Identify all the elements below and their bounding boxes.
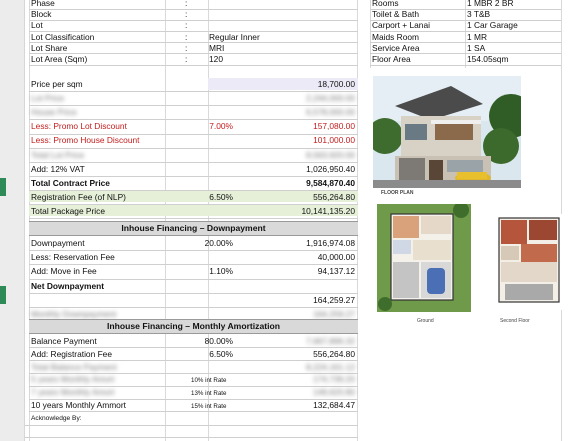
spec-value: 3 T&B	[467, 9, 491, 20]
downpayment-value: 1,916,974.08	[306, 238, 355, 248]
grid-line	[29, 65, 358, 66]
grid-line	[29, 190, 358, 191]
spec-label: Floor Area	[372, 54, 411, 64]
amortization-label: 7 years Monthly Amort	[31, 387, 115, 398]
second-floor-plan-image	[495, 214, 563, 310]
info-label: Lot	[31, 20, 43, 31]
acknowledge-label: Acknowledge By:	[31, 415, 82, 422]
grid-line	[29, 20, 358, 21]
amortization-label: Total Balance Payment	[31, 361, 117, 372]
downpayment-percent: 1.10%	[209, 266, 233, 277]
info-colon: :	[185, 0, 188, 8]
amortization-label: Add: Registration Fee	[31, 348, 113, 359]
grid-line	[29, 162, 358, 163]
pricing-value: 101,000.00	[313, 135, 355, 146]
info-value: Regular Inner	[209, 31, 260, 42]
amortization-percent: 6.50%	[209, 348, 233, 359]
pricing-percent: 7.00%	[209, 121, 233, 132]
spec-label: Maids Room	[372, 31, 420, 42]
downpayment-header: Inhouse Financing – Downpayment	[29, 221, 358, 236]
grid-line	[29, 176, 358, 177]
pricing-label: Add: 12% VAT	[31, 163, 85, 174]
info-colon: :	[185, 31, 188, 42]
info-label: Lot Area (Sqm)	[31, 54, 88, 64]
amortization-label: 10 years Monthly Ammort	[31, 400, 126, 410]
floor-plan-label: FLOOR PLAN	[381, 190, 414, 196]
amortization-value: 8,224,161.12	[306, 361, 355, 372]
grid-line	[370, 65, 561, 66]
pricing-value: 1,026,950.40	[306, 163, 355, 174]
amortization-label: Balance Payment	[31, 336, 97, 346]
spec-value: 1 MR	[467, 31, 488, 42]
downpayment-label: Monthly Downpayment	[31, 309, 117, 319]
info-value: 120	[209, 54, 223, 64]
grid-line	[29, 148, 358, 149]
amortization-value: 132,684.47	[313, 400, 355, 410]
downpayment-percent: 20.00%	[204, 238, 233, 248]
spec-value: 1 MBR 2 BR	[467, 0, 514, 8]
spec-value: 1 Car Garage	[467, 20, 518, 31]
pricing-value: 2,244,000.00	[306, 93, 355, 104]
amortization-percent: 80.00%	[204, 336, 233, 346]
house-rendering-image	[373, 76, 521, 188]
pricing-value: 10,141,135.20	[301, 205, 355, 216]
grid-line	[29, 293, 358, 294]
grid-line	[29, 134, 358, 135]
pricing-percent: 6.50%	[209, 191, 233, 202]
downpayment-value: 164,259.27	[313, 294, 355, 305]
amortization-header: Inhouse Financing – Monthly Amortization	[29, 319, 358, 334]
info-label: Lot Classification	[31, 31, 95, 42]
pricing-label: House Price	[31, 107, 77, 118]
amortization-label: 5 years Monthly Amort	[31, 374, 115, 385]
grid-line	[29, 42, 358, 43]
grid-line	[29, 264, 358, 265]
amortization-percent: 15% int Rate	[191, 403, 227, 410]
pricing-value: 8,563,920.00	[306, 149, 355, 160]
pricing-label: Registration Fee (of NLP)	[31, 191, 126, 202]
spec-value: 1 SA	[467, 42, 486, 53]
spec-label: Toilet & Bath	[372, 9, 420, 20]
downpayment-value: 94,137.12	[317, 266, 355, 277]
amortization-value: 556,264.80	[313, 348, 355, 359]
pricing-value: 6,578,000.00	[306, 107, 355, 118]
downpayment-label: Downpayment	[31, 238, 85, 248]
ground-floor-plan-image	[377, 204, 471, 312]
grid-line	[29, 105, 358, 106]
pricing-value: 18,700.00	[317, 79, 355, 89]
grid-line	[29, 119, 358, 120]
info-label: Phase	[31, 0, 55, 8]
pricing-label: Lot Price	[31, 93, 65, 104]
info-label: Lot Share	[31, 42, 68, 53]
downpayment-value: 40,000.00	[317, 252, 355, 263]
downpayment-label: Less: Reservation Fee	[31, 252, 115, 263]
spec-label: Carport + Lanai	[372, 20, 430, 31]
pricing-label: Less: Promo House Discount	[31, 135, 140, 146]
spreadsheet-sheet	[24, 0, 576, 441]
grid-line	[29, 9, 358, 10]
info-colon: :	[185, 54, 188, 64]
row-header-strip	[0, 0, 24, 441]
info-colon: :	[185, 9, 188, 20]
info-value: MRI	[209, 42, 225, 53]
row-marker	[0, 178, 6, 196]
amortization-value: 149,620.80	[313, 387, 355, 398]
info-label: Block	[31, 9, 52, 20]
pricing-label: Total Contract Price	[31, 177, 110, 188]
pricing-value: 157,080.00	[313, 121, 355, 132]
spec-value: 154.05sqm	[467, 54, 509, 64]
downpayment-value: 164,259.27	[313, 309, 355, 319]
pricing-value: 9,584,870.40	[306, 177, 355, 188]
grid-line	[29, 307, 358, 308]
pricing-value: 556,264.80	[313, 191, 355, 202]
row-marker	[0, 286, 6, 304]
amortization-percent: 10% int Rate	[191, 377, 227, 385]
spec-label: Rooms	[372, 0, 399, 8]
spec-label: Service Area	[372, 42, 420, 53]
downpayment-label: Add: Move in Fee	[31, 266, 97, 277]
info-colon: :	[185, 20, 188, 31]
second-floor-label: Second Floor	[500, 318, 530, 324]
grid-line	[29, 204, 358, 205]
pricing-label: Total Package Price	[31, 205, 106, 216]
pricing-label: Price per sqm	[31, 79, 83, 89]
downpayment-label: Net Downpayment	[31, 280, 105, 291]
info-colon: :	[185, 42, 188, 53]
amortization-percent: 13% int Rate	[191, 390, 227, 398]
grid-line	[29, 91, 358, 92]
amortization-value: 174,739.20	[313, 374, 355, 385]
ground-label: Ground	[417, 318, 434, 324]
grid-line	[29, 279, 358, 280]
grid-line	[29, 218, 358, 219]
pricing-label: Less: Promo Lot Discount	[31, 121, 127, 132]
amortization-value: 7,667,896.32	[306, 336, 355, 346]
pricing-label: Total Lot Price	[31, 149, 85, 160]
grid-line	[29, 250, 358, 251]
